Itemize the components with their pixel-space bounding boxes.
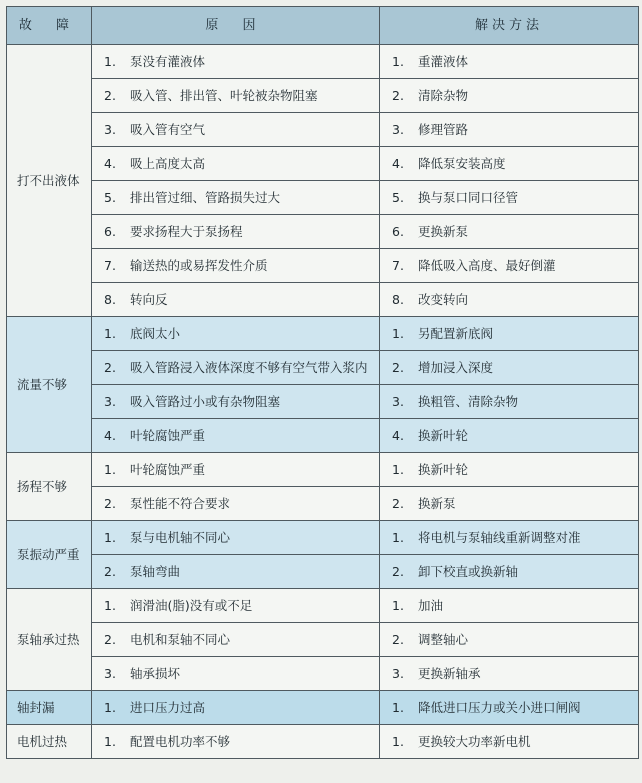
cause-cell — [92, 45, 380, 79]
cause-number: 1. — [104, 530, 116, 545]
solution-cell — [380, 79, 639, 113]
solution-number: 2. — [392, 360, 404, 375]
table-row — [7, 657, 639, 691]
cause-text: 泵与电机轴不同心 — [130, 530, 231, 545]
cause-cell — [92, 215, 380, 249]
table-row — [7, 725, 639, 759]
cause-cell — [92, 453, 380, 487]
solution-number: 3. — [392, 394, 404, 409]
cause-text: 轴承损坏 — [130, 666, 181, 681]
cause-cell — [92, 487, 380, 521]
solution-text: 换粗管、清除杂物 — [418, 394, 519, 409]
cause-cell — [92, 419, 380, 453]
header-fault: 故 障 — [7, 7, 92, 45]
table-body — [7, 45, 639, 759]
fault-cell: 泵振动严重 — [7, 521, 92, 589]
solution-number: 2. — [392, 564, 404, 579]
cause-number: 6. — [104, 224, 116, 239]
solution-cell — [380, 725, 639, 759]
cause-text: 吸入管路浸入液体深度不够有空气带入浆内 — [130, 360, 368, 375]
cause-text: 叶轮腐蚀严重 — [130, 462, 206, 477]
header-solution: 解决方法 — [380, 7, 639, 45]
fault-cell: 电机过热 — [7, 725, 92, 759]
solution-number: 1. — [392, 700, 404, 715]
cause-number: 1. — [104, 326, 116, 341]
cause-text: 进口压力过高 — [130, 700, 206, 715]
cause-number: 3. — [104, 122, 116, 137]
cause-cell — [92, 725, 380, 759]
solution-text: 降低泵安装高度 — [418, 156, 506, 171]
solution-cell — [380, 419, 639, 453]
cause-text: 泵没有灌液体 — [130, 54, 206, 69]
solution-number: 1. — [392, 598, 404, 613]
solution-number: 1. — [392, 326, 404, 341]
solution-cell — [380, 589, 639, 623]
cause-text: 吸入管、排出管、叶轮被杂物阻塞 — [130, 88, 318, 103]
cause-cell — [92, 589, 380, 623]
table-row — [7, 521, 639, 555]
troubleshooting-table — [6, 6, 639, 759]
solution-cell — [380, 385, 639, 419]
cause-text: 配置电机功率不够 — [130, 734, 231, 749]
solution-text: 清除杂物 — [418, 88, 469, 103]
solution-text: 加油 — [418, 598, 444, 613]
solution-text: 卸下校直或换新轴 — [418, 564, 519, 579]
solution-text: 改变转向 — [418, 292, 469, 307]
cause-number: 2. — [104, 564, 116, 579]
cause-text: 吸入管有空气 — [130, 122, 206, 137]
solution-number: 1. — [392, 54, 404, 69]
solution-cell — [380, 317, 639, 351]
cause-cell — [92, 351, 380, 385]
solution-cell — [380, 351, 639, 385]
solution-cell — [380, 657, 639, 691]
cause-text: 泵轴弯曲 — [130, 564, 181, 579]
fault-cell: 流量不够 — [7, 317, 92, 453]
cause-cell — [92, 521, 380, 555]
cause-text: 要求扬程大于泵扬程 — [130, 224, 243, 239]
table-row — [7, 215, 639, 249]
table-row — [7, 589, 639, 623]
solution-text: 增加浸入深度 — [418, 360, 494, 375]
cause-number: 1. — [104, 734, 116, 749]
solution-cell — [380, 521, 639, 555]
solution-cell — [380, 215, 639, 249]
table-row — [7, 623, 639, 657]
cause-number: 2. — [104, 496, 116, 511]
cause-cell — [92, 555, 380, 589]
fault-cell: 泵轴承过热 — [7, 589, 92, 691]
solution-cell — [380, 147, 639, 181]
cause-number: 8. — [104, 292, 116, 307]
solution-number: 4. — [392, 156, 404, 171]
solution-cell — [380, 283, 639, 317]
solution-text: 另配置新底阀 — [418, 326, 494, 341]
cause-number: 4. — [104, 428, 116, 443]
solution-text: 修理管路 — [418, 122, 469, 137]
cause-number: 2. — [104, 88, 116, 103]
solution-text: 换与泵口同口径管 — [418, 190, 519, 205]
solution-number: 1. — [392, 530, 404, 545]
cause-text: 吸入管路过小或有杂物阻塞 — [130, 394, 281, 409]
cause-text: 排出管过细、管路损失过大 — [130, 190, 281, 205]
table-row — [7, 385, 639, 419]
cause-text: 电机和泵轴不同心 — [130, 632, 231, 647]
table-row — [7, 181, 639, 215]
table-row — [7, 79, 639, 113]
table-row — [7, 487, 639, 521]
cause-cell — [92, 691, 380, 725]
header-row — [7, 7, 639, 45]
cause-number: 1. — [104, 54, 116, 69]
solution-number: 2. — [392, 496, 404, 511]
table-row — [7, 691, 639, 725]
fault-cell: 轴封漏 — [7, 691, 92, 725]
cause-text: 底阀太小 — [130, 326, 181, 341]
cause-cell — [92, 181, 380, 215]
solution-cell — [380, 623, 639, 657]
fault-cell: 打不出液体 — [7, 45, 92, 317]
solution-number: 4. — [392, 428, 404, 443]
table-row — [7, 419, 639, 453]
table-row — [7, 351, 639, 385]
solution-number: 7. — [392, 258, 404, 273]
table-row — [7, 249, 639, 283]
cause-number: 3. — [104, 394, 116, 409]
solution-cell — [380, 113, 639, 147]
table-row — [7, 555, 639, 589]
solution-number: 3. — [392, 666, 404, 681]
cause-cell — [92, 147, 380, 181]
solution-text: 调整轴心 — [418, 632, 469, 647]
fault-cell: 扬程不够 — [7, 453, 92, 521]
solution-text: 将电机与泵轴线重新调整对准 — [418, 530, 581, 545]
solution-cell — [380, 555, 639, 589]
solution-number: 8. — [392, 292, 404, 307]
solution-cell — [380, 487, 639, 521]
solution-number: 2. — [392, 632, 404, 647]
table-row — [7, 453, 639, 487]
table-row — [7, 45, 639, 79]
solution-number: 5. — [392, 190, 404, 205]
cause-cell — [92, 385, 380, 419]
cause-text: 润滑油(脂)没有或不足 — [130, 598, 253, 613]
solution-number: 3. — [392, 122, 404, 137]
solution-cell — [380, 45, 639, 79]
cause-number: 5. — [104, 190, 116, 205]
header-cause: 原 因 — [92, 7, 380, 45]
solution-text: 更换新泵 — [418, 224, 469, 239]
solution-text: 更换较大功率新电机 — [418, 734, 531, 749]
solution-text: 换新叶轮 — [418, 462, 469, 477]
solution-cell — [380, 453, 639, 487]
cause-number: 3. — [104, 666, 116, 681]
cause-number: 4. — [104, 156, 116, 171]
solution-cell — [380, 249, 639, 283]
solution-text: 换新叶轮 — [418, 428, 469, 443]
solution-text: 换新泵 — [418, 496, 456, 511]
cause-text: 泵性能不符合要求 — [130, 496, 231, 511]
cause-number: 1. — [104, 462, 116, 477]
solution-text: 重灌液体 — [418, 54, 469, 69]
cause-text: 转向反 — [130, 292, 168, 307]
cause-number: 2. — [104, 632, 116, 647]
cause-number: 7. — [104, 258, 116, 273]
cause-cell — [92, 657, 380, 691]
table-row — [7, 283, 639, 317]
solution-text: 更换新轴承 — [418, 666, 481, 681]
cause-cell — [92, 317, 380, 351]
solution-cell — [380, 691, 639, 725]
cause-text: 叶轮腐蚀严重 — [130, 428, 206, 443]
cause-cell — [92, 283, 380, 317]
solution-number: 2. — [392, 88, 404, 103]
cause-text: 输送热的或易挥发性介质 — [130, 258, 268, 273]
cause-number: 1. — [104, 598, 116, 613]
cause-text: 吸上高度太高 — [130, 156, 206, 171]
solution-text: 降低进口压力或关小进口闸阀 — [418, 700, 581, 715]
table-row — [7, 113, 639, 147]
solution-number: 6. — [392, 224, 404, 239]
cause-number: 2. — [104, 360, 116, 375]
solution-text: 降低吸入高度、最好倒灌 — [418, 258, 556, 273]
cause-cell — [92, 113, 380, 147]
solution-cell — [380, 181, 639, 215]
solution-number: 1. — [392, 462, 404, 477]
solution-number: 1. — [392, 734, 404, 749]
cause-cell — [92, 79, 380, 113]
cause-number: 1. — [104, 700, 116, 715]
cause-cell — [92, 249, 380, 283]
cause-cell — [92, 623, 380, 657]
table-row — [7, 147, 639, 181]
table-row — [7, 317, 639, 351]
